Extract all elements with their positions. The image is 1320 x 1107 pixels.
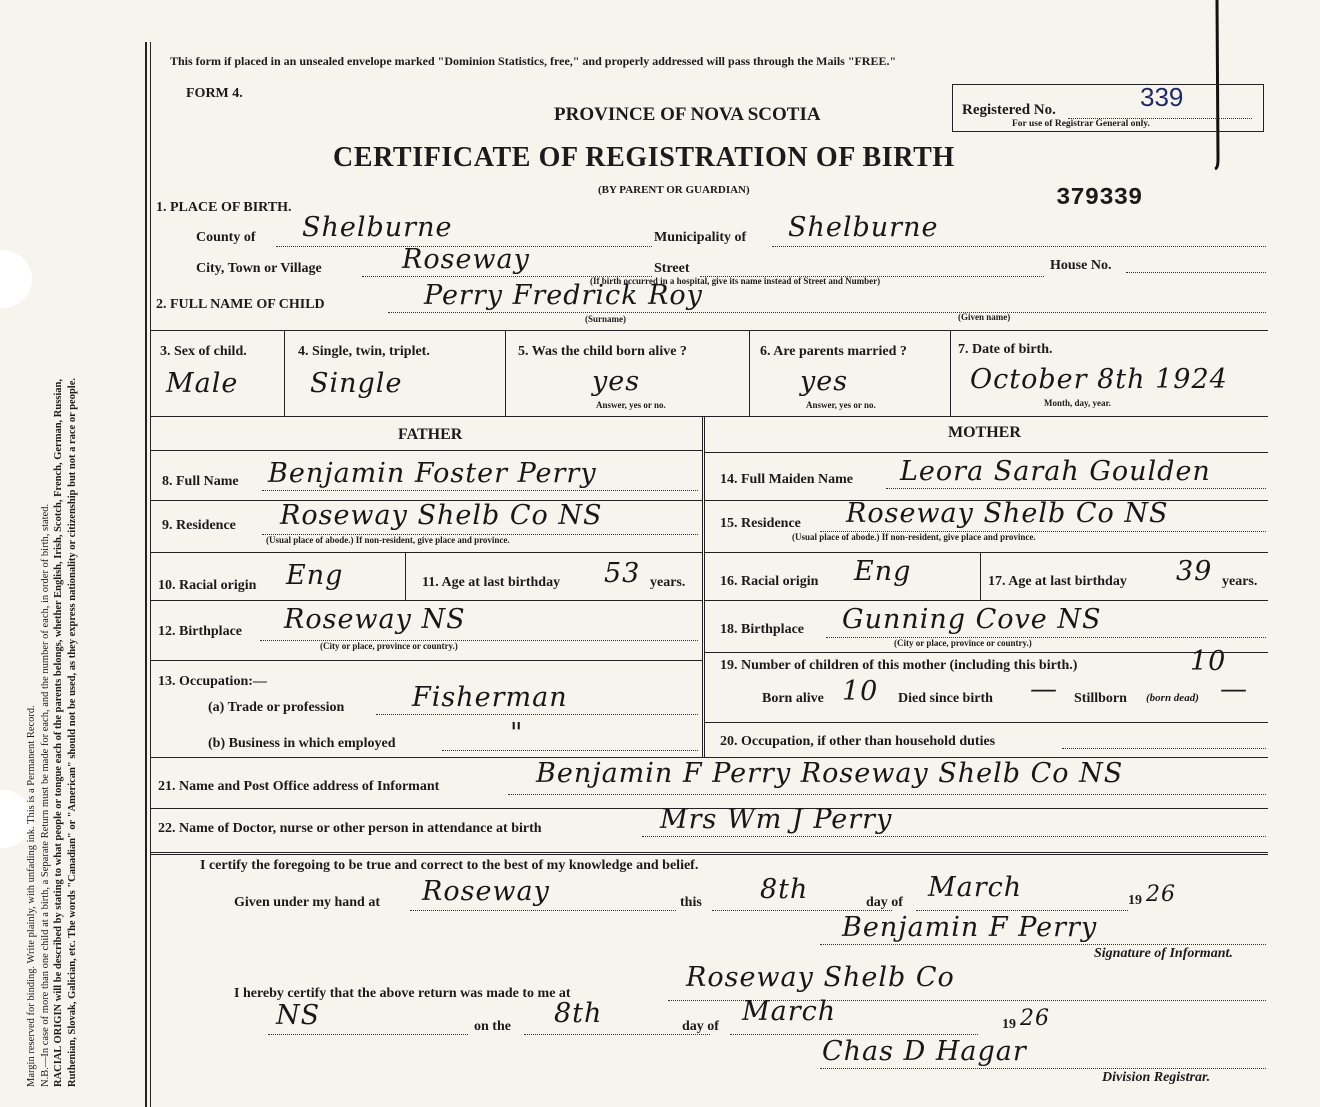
father-name-value: Benjamin Foster Perry [268,458,597,489]
father-age-label: 11. Age at last birthday [422,575,561,590]
mother-rule-1 [704,452,1268,453]
certify-statement: I certify the foregoing to be true and correct to the best of my knowledge and belief. [200,858,699,873]
on-the-label: on the [474,1019,511,1034]
house-label: House No. [1050,258,1112,273]
father-business-value: " [510,718,524,749]
mother-birthplace-note: (City or place, province or country.) [894,638,1032,648]
father-trade-line [376,714,698,715]
informant-signature: Benjamin F Perry [842,912,1098,943]
date-of-birth-note: Month, day, year. [1044,398,1111,408]
year-prefix: 19 [1128,893,1142,908]
registrar-year-value: 26 [1020,1006,1050,1031]
municipality-label: Municipality of [654,230,747,245]
attendant-value: Mrs Wm J Perry [660,804,893,835]
father-racial-label: 10. Racial origin [158,578,257,593]
father-rule-4 [150,600,702,601]
father-name-label: 8. Full Name [162,474,239,489]
mother-children-value: 10 [1190,646,1227,677]
certificate-subtitle: (BY PARENT OR GUARDIAN) [598,184,750,196]
father-birthplace-label: 12. Birthplace [158,624,242,639]
father-business-line [442,750,698,751]
mother-rule-3 [704,552,1268,553]
date-of-birth-label: 7. Date of birth. [958,342,1053,357]
margin-rule [145,42,147,1107]
died-since-birth-value: — [1030,674,1058,705]
father-trade-value: Fisherman [412,682,568,713]
registrar-caption: Division Registrar. [1102,1070,1211,1085]
father-business-label: (b) Business in which employed [208,736,396,751]
parents-married-label: 6. Are parents married ? [760,344,907,359]
father-trade-label: (a) Trade or profession [208,700,345,715]
plurality-label: 4. Single, twin, triplet. [298,344,430,359]
father-residence-note: (Usual place of abode.) If non-resident, give place and province. [266,535,510,545]
child-name-value: Perry Fredrick Roy [424,280,703,311]
mother-occupation-line [1062,748,1266,749]
mother-years-label: years. [1222,574,1258,589]
parents-married-note: Answer, yes or no. [806,400,876,410]
row3-divider-2 [505,330,506,416]
margin-line-1: Margin reserved for binding. Write plainly, with unfading ink. This is a Permanent Record. [26,705,37,1087]
margin-line-3: RACIAL ORIGIN will be described by stating to what people or tongue each of the parents belongs, whether English, Irish, Scotch, French, German, Russian, [53,378,64,1087]
given-place-value: Roseway [422,876,550,907]
mother-residence-label: 15. Residence [720,516,801,531]
municipality-value: Shelburne [788,212,939,243]
mother-heading: MOTHER [948,424,1021,441]
mother-birthplace-value: Gunning Cove NS [842,604,1102,635]
margin-line-2: N.B.—In case of more than one child at a birth, a Separate Return must be made for each, and the number of each, in order of birth, stated. [39,503,51,1087]
stillborn-value: — [1220,674,1248,705]
father-name-line [262,490,698,491]
this-label: this [680,895,702,910]
mother-children-label: 19. Number of children of this mother (including this birth.) [720,658,1078,673]
father-residence-value: Roseway Shelb Co NS [280,500,603,531]
given-name-note: (Given name) [958,312,1011,322]
registrar-place2-value: NS [276,1000,321,1031]
registered-label: Registered No. [962,102,1056,118]
row3-top-rule [150,330,1268,331]
informant-line [508,794,1266,795]
informant-label: 21. Name and Post Office address of Informant [158,779,440,794]
parents-married-answer: yes [800,366,849,397]
born-alive-note: Answer, yes or no. [596,400,666,410]
attendant-bottom-rule [150,852,1268,855]
father-birthplace-note: (City or place, province or country.) [320,641,458,651]
registrar-month-line [730,1034,978,1035]
father-rule-1 [150,450,702,451]
born-alive-label: Born alive [762,691,824,706]
mother-age-value: 39 [1176,556,1213,587]
father-age-value: 53 [604,558,641,589]
given-day-value: 8th [760,874,809,905]
mother-name-label: 14. Full Maiden Name [720,472,853,487]
margin-line-4: Ruthenian, Slovak, Galician, etc. The words "Canadian" or "American" should not be used, as they express nationality or citizenship but not a race or people. [66,378,78,1087]
father-birthplace-value: Roseway NS [284,604,466,635]
municipality-line [772,246,1266,247]
mother-rule-6 [704,722,1268,723]
father-years-label: years. [650,575,686,590]
father-age-divider [405,552,406,600]
mother-birthplace-label: 18. Birthplace [720,622,804,637]
attendant-line [642,836,1266,837]
registrar-signature-line [820,1068,1266,1069]
mother-birthplace-line [826,637,1266,638]
city-label: City, Town or Village [196,261,322,276]
margin-rule-inner [150,42,151,1107]
sex-label: 3. Sex of child. [160,344,247,359]
father-occupation-label: 13. Occupation:— [158,674,267,689]
stillborn-label: Stillborn [1074,691,1127,706]
father-rule-3 [150,552,702,553]
given-under-hand-label: Given under my hand at [234,895,380,910]
registrar-place-value: Roseway Shelb Co [686,962,955,993]
registrar-day-value: 8th [554,998,603,1029]
parents-center-rule [702,416,705,757]
father-residence-label: 9. Residence [162,518,236,533]
signature-line [820,944,1266,945]
mother-occupation-label: 20. Occupation, if other than household duties [720,734,996,749]
mother-residence-note: (Usual place of abode.) If non-resident, give place and province. [792,532,1036,542]
mother-racial-value: Eng [854,556,912,587]
day-of-label: day of [866,895,903,910]
given-day-line [712,910,892,911]
mail-notice: This form if placed in an unsealed envelope marked "Dominion Statistics, free," and properly addressed will pass through the Mails "FREE." [170,54,897,68]
row3-divider-4 [950,330,951,416]
form-number: FORM 4. [186,86,243,101]
street-label: Street [654,261,690,276]
row3-divider-3 [749,330,750,416]
date-of-birth-value: October 8th 1924 [970,364,1228,395]
registrar-signature: Chas D Hagar [822,1036,1027,1067]
county-value: Shelburne [302,212,453,243]
died-since-birth-label: Died since birth [898,691,993,706]
mother-age-label: 17. Age at last birthday [988,574,1127,589]
informant-value: Benjamin F Perry Roseway Shelb Co NS [536,758,1124,789]
given-place-line [410,910,676,911]
certificate-title: CERTIFICATE OF REGISTRATION OF BIRTH [333,142,955,173]
mother-name-line [886,488,1266,489]
city-value: Roseway [402,244,530,275]
born-alive-value: 10 [842,676,879,707]
given-year-value: 26 [1146,882,1176,907]
place-of-birth-label: 1. PLACE OF BIRTH. [156,200,292,215]
margin-instructions [25,87,79,1087]
registered-number: 339 [1140,82,1184,112]
sex-value: Male [166,368,239,399]
father-heading: FATHER [398,426,463,443]
father-rule-5 [150,660,702,661]
registrar-statement: I hereby certify that the above return was made to me at [234,986,571,1001]
row3-divider-1 [284,330,285,416]
child-name-line [388,312,1266,313]
house-line [1126,272,1266,273]
mother-age-divider [980,552,981,600]
born-alive-answer: yes [592,366,641,397]
county-label: County of [196,230,256,245]
signature-caption: Signature of Informant. [1094,946,1233,961]
serial-number: 379339 [1056,185,1143,212]
surname-note: (Surname) [585,314,626,324]
street-note: (If birth occurred in a hospital, give its name instead of Street and Number) [590,276,881,286]
plurality-value: Single [310,368,403,399]
attendant-label: 22. Name of Doctor, nurse or other person in attendance at birth [158,821,542,836]
mother-rule-4 [704,600,1268,601]
mother-racial-label: 16. Racial origin [720,574,819,589]
registrar-place2-line [268,1034,468,1035]
registrar-only-note: For use of Registrar General only. [1012,119,1150,129]
born-alive-question-label: 5. Was the child born alive ? [518,344,687,359]
registrar-year-prefix: 19 [1002,1017,1016,1032]
registrar-month-value: March [742,996,837,1027]
row3-bottom-rule [150,416,1268,417]
father-racial-value: Eng [286,560,344,591]
registrar-day-of-label: day of [682,1019,719,1034]
mother-rule-5 [704,652,1268,653]
mother-residence-value: Roseway Shelb Co NS [846,498,1169,529]
given-month-line [916,910,1128,911]
child-name-label: 2. FULL NAME OF CHILD [156,297,325,312]
mother-name-value: Leora Sarah Goulden [900,456,1211,487]
stillborn-note: (born dead) [1146,692,1199,704]
province-title: PROVINCE OF NOVA SCOTIA [554,104,821,125]
given-month-value: March [928,872,1023,903]
